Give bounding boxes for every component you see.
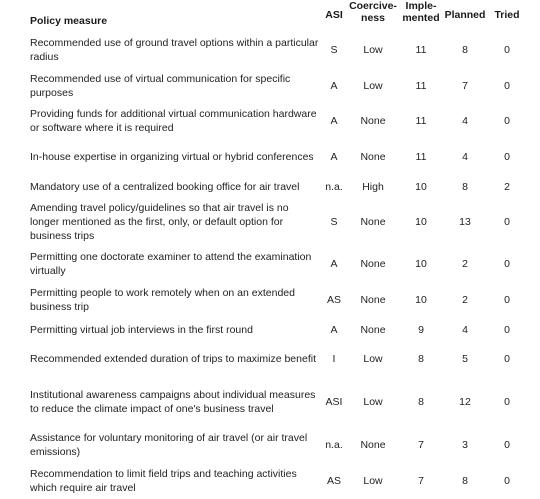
cell-asi: A [330,151,338,163]
cell-asi: A [330,79,338,92]
cell-coerciveness: None [360,323,386,336]
cell-planned: 3 [462,439,468,451]
cell-planned: 13 [459,216,471,228]
cell-tried: 0 [504,258,510,270]
cell-planned: 5 [462,353,468,365]
cell-planned: 4 [462,323,468,336]
cell-asi: I [332,353,336,365]
cell-coerciveness: Low [363,44,383,56]
cell-policy-measure: Permitting virtual job interviews in the first round [30,323,253,336]
cell-asi: n.a. [325,439,343,451]
table-row [0,103,540,139]
cell-planned: 8 [462,180,468,193]
cell-tried: 0 [504,323,510,336]
cell-planned: 2 [462,294,468,306]
table-row [0,68,540,103]
cell-asi: A [330,323,338,336]
table-row [0,139,540,175]
cell-implemented: 7 [418,439,424,451]
cell-coerciveness: Low [363,396,383,408]
table-row [0,32,540,68]
header-policy-measure: Policy measure [30,15,108,27]
header-implemented-line1: Imple- [405,0,437,12]
header-coerciveness-line1: Coercive- [349,0,397,12]
cell-asi: AS [326,475,341,487]
header-coerciveness-line2: ness [361,12,385,24]
cell-coerciveness: None [360,258,386,270]
cell-asi: A [330,258,338,270]
cell-implemented: 11 [415,151,427,163]
header-implemented-line2: mented [402,12,440,24]
cell-planned: 12 [459,396,471,408]
cell-asi: A [330,115,338,127]
cell-policy-measure: Recommendation to limit field trips and teaching activities which require air travel [30,468,297,494]
cell-coerciveness: None [360,151,386,163]
table-row [0,318,540,341]
cell-asi: n.a. [325,180,343,193]
cell-policy-measure: Recommended extended duration of trips to maximize benefit [30,353,316,365]
cell-planned: 2 [462,258,468,270]
cell-tried: 0 [504,475,510,487]
cell-planned: 7 [462,79,468,92]
cell-tried: 0 [504,151,510,163]
cell-implemented: 8 [418,396,424,408]
cell-implemented: 8 [418,353,424,365]
cell-policy-measure: Providing funds for additional virtual communication hardware or software where it is required [30,108,317,134]
cell-policy-measure: In-house expertise in organizing virtual or hybrid conferences [30,151,314,163]
cell-planned: 4 [462,115,468,127]
cell-implemented: 7 [418,475,424,487]
cell-tried: 0 [504,396,510,408]
cell-tried: 2 [504,180,510,193]
cell-coerciveness: None [360,294,386,306]
cell-coerciveness: Low [363,475,383,487]
cell-implemented: 11 [415,115,427,127]
cell-coerciveness: Low [363,353,383,365]
header-planned: Planned [444,9,486,21]
cell-tried: 0 [504,294,510,306]
cell-tried: 0 [504,44,510,56]
cell-policy-measure: Permitting people to work remotely when on an extended business trip [30,287,295,313]
cell-asi: S [330,44,338,56]
table-row [0,175,540,198]
table-row [0,198,540,246]
cell-tried: 0 [504,115,510,127]
header-coerciveness [346,0,400,24]
table-row [0,341,540,377]
cell-implemented: 10 [415,294,427,306]
cell-coerciveness: None [360,115,386,127]
table-row [0,246,540,282]
cell-coerciveness: Low [363,79,383,92]
cell-planned: 4 [462,151,468,163]
cell-planned: 8 [462,475,468,487]
cell-policy-measure: Recommended use of ground travel options within a particular radius [30,37,319,63]
cell-planned: 8 [462,44,468,56]
cell-tried: 0 [504,439,510,451]
cell-coerciveness: None [360,439,386,451]
header-tried: Tried [494,9,520,21]
table-row [0,282,540,318]
cell-policy-measure: Recommended use of virtual communication for specific purposes [30,72,291,99]
cell-tried: 0 [504,79,510,92]
cell-policy-measure: Permitting one doctorate examiner to attend the examination virtually [30,251,312,277]
table-header [0,0,540,30]
cell-policy-measure: Institutional awareness campaigns about individual measures to reduce the climate impact of one's business travel [30,389,316,415]
cell-tried: 0 [504,353,510,365]
table-row [0,427,540,463]
cell-policy-measure: Mandatory use of a centralized booking office for air travel [30,180,300,193]
table-row [0,377,540,427]
cell-implemented: 11 [415,79,427,92]
cell-asi: S [330,216,338,228]
table-row [0,463,540,499]
cell-coerciveness: None [360,216,386,228]
cell-asi: AS [326,294,341,306]
cell-implemented: 9 [418,323,424,336]
header-implemented [396,0,446,24]
cell-implemented: 10 [415,180,427,193]
cell-coerciveness: High [362,180,384,193]
cell-implemented: 10 [415,258,427,270]
cell-policy-measure: Assistance for voluntary monitoring of air travel (or air travel emissions) [30,432,308,458]
header-asi: ASI [325,9,343,21]
cell-asi: ASI [325,396,343,408]
table-body [0,32,540,499]
cell-implemented: 10 [415,216,427,228]
cell-policy-measure: Amending travel policy/guidelines so that air travel is no longer mentioned as the first, only, or default option for business trips [30,202,289,242]
cell-tried: 0 [504,216,510,228]
cell-implemented: 11 [415,44,427,56]
